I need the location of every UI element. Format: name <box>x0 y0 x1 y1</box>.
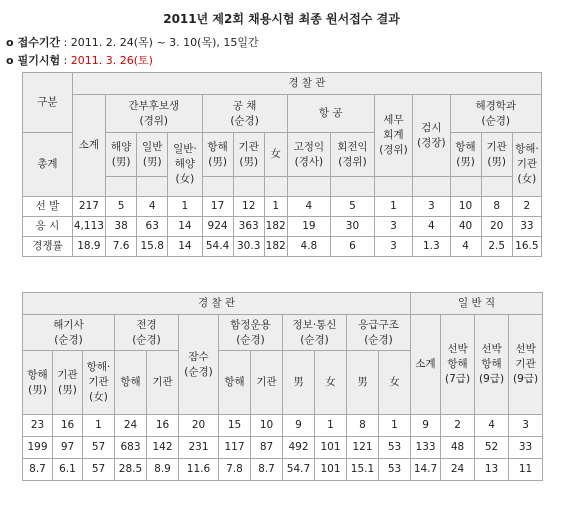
group-marine-dept-header: 해경학과 (순경) <box>450 95 542 133</box>
cell: 4 <box>450 237 481 257</box>
results-table-1 <box>22 72 542 257</box>
row-label: 경쟁률 <box>23 237 73 257</box>
cell: 8.9 <box>147 459 179 481</box>
cell: 18.9 <box>72 237 105 257</box>
cell: 1.3 <box>413 237 450 257</box>
col-header-spacer <box>287 177 331 197</box>
col-header: 항해 (男) <box>23 351 53 415</box>
cell: 5 <box>106 197 137 217</box>
cell: 8 <box>347 415 379 437</box>
cell: 1 <box>264 197 287 217</box>
cell: 10 <box>251 415 283 437</box>
col-header-spacer <box>137 177 168 197</box>
col-header: 항해· 기관 (女) <box>512 133 541 197</box>
cell: 30.3 <box>233 237 264 257</box>
group-ship-nav-7-header: 선박 항해 (7급) <box>441 315 475 415</box>
cell: 182 <box>264 217 287 237</box>
cell: 16 <box>53 415 83 437</box>
subtotal-header: 소계 <box>411 315 441 415</box>
cell: 363 <box>233 217 264 237</box>
col-header-spacer <box>481 177 512 197</box>
cell: 14.7 <box>411 459 441 481</box>
group-diver-header: 잠수 (순경) <box>179 315 219 415</box>
group-officer-header: 해기사 (순경) <box>23 315 115 351</box>
cell: 54.4 <box>202 237 233 257</box>
cell: 2 <box>512 197 541 217</box>
cell: 6.1 <box>53 459 83 481</box>
total-label: 총계 <box>23 133 73 197</box>
group-aviation-header: 항 공 <box>287 95 374 133</box>
cell: 182 <box>264 237 287 257</box>
cell: 10 <box>450 197 481 217</box>
col-header-spacer <box>202 177 233 197</box>
table-row <box>23 237 542 257</box>
col-header: 일반· 해양 (女) <box>168 133 202 197</box>
cell: 924 <box>202 217 233 237</box>
col-header: 항해 (男) <box>450 133 481 177</box>
cell: 5 <box>331 197 375 217</box>
division-header: 구분 <box>23 73 73 133</box>
col-header: 항해 (男) <box>202 133 233 177</box>
cell: 7.8 <box>219 459 251 481</box>
col-header: 항해 <box>219 351 251 415</box>
col-header-spacer <box>331 177 375 197</box>
cell: 17 <box>202 197 233 217</box>
cell: 3 <box>509 415 543 437</box>
group-ship-eng-9-header: 선박 기관 (9급) <box>509 315 543 415</box>
written-exam: o 필기시험 : 2011. 3. 26(토) <box>6 54 153 67</box>
cell: 57 <box>83 459 115 481</box>
col-header: 해양 (男) <box>106 133 137 177</box>
cell: 23 <box>23 415 53 437</box>
col-header: 女 <box>315 351 347 415</box>
cell: 3 <box>374 237 412 257</box>
cell: 15.1 <box>347 459 379 481</box>
cell: 52 <box>475 437 509 459</box>
col-header: 男 <box>283 351 315 415</box>
cell: 121 <box>347 437 379 459</box>
cell: 87 <box>251 437 283 459</box>
cell: 30 <box>331 217 375 237</box>
cell: 492 <box>283 437 315 459</box>
cell: 4.8 <box>287 237 331 257</box>
cell: 53 <box>379 459 411 481</box>
police-header: 경 찰 관 <box>72 73 541 95</box>
cell: 133 <box>411 437 441 459</box>
group-open-header: 공 채 (순경) <box>202 95 287 133</box>
cell: 11.6 <box>179 459 219 481</box>
cell: 2.5 <box>481 237 512 257</box>
cell: 683 <box>115 437 147 459</box>
group-conscript-header: 전경 (순경) <box>115 315 179 351</box>
cell: 1 <box>315 415 347 437</box>
col-header: 항해· 기관 (女) <box>83 351 115 415</box>
table-row <box>23 459 543 481</box>
col-header: 男 <box>347 351 379 415</box>
cell: 14 <box>168 217 202 237</box>
application-period: o 접수기간 : 2011. 2. 24(목) ~ 3. 10(목), 15일간 <box>6 36 259 49</box>
col-header: 기관 <box>251 351 283 415</box>
cell: 142 <box>147 437 179 459</box>
cell: 4 <box>475 415 509 437</box>
cell: 1 <box>83 415 115 437</box>
col-header: 기관 (男) <box>53 351 83 415</box>
table-row <box>23 217 542 237</box>
group-cadet-header: 간부후보생 (경위) <box>106 95 203 133</box>
cell: 38 <box>106 217 137 237</box>
cell: 4 <box>287 197 331 217</box>
cell: 24 <box>115 415 147 437</box>
cell: 6 <box>331 237 375 257</box>
col-header: 항해 <box>115 351 147 415</box>
general-header: 일 반 직 <box>411 293 543 315</box>
cell: 16.5 <box>512 237 541 257</box>
cell: 53 <box>379 437 411 459</box>
cell: 231 <box>179 437 219 459</box>
exam-label: 필기시험 <box>17 54 61 67</box>
cell: 2 <box>441 415 475 437</box>
cell: 8.7 <box>251 459 283 481</box>
table-row <box>23 415 543 437</box>
col-header-spacer <box>264 177 287 197</box>
cell: 1 <box>379 415 411 437</box>
cell: 33 <box>509 437 543 459</box>
cell: 8.7 <box>23 459 53 481</box>
cell: 48 <box>441 437 475 459</box>
col-header: 일반 (男) <box>137 133 168 177</box>
table-row <box>23 197 542 217</box>
cell: 15.8 <box>137 237 168 257</box>
cell: 1 <box>168 197 202 217</box>
cell: 63 <box>137 217 168 237</box>
col-header-spacer <box>106 177 137 197</box>
cell: 15 <box>219 415 251 437</box>
cell: 8 <box>481 197 512 217</box>
group-emergency-header: 응급구조 (순경) <box>347 315 411 351</box>
cell: 3 <box>374 217 412 237</box>
cell: 7.6 <box>106 237 137 257</box>
table-row <box>23 437 543 459</box>
cell: 3 <box>413 197 450 217</box>
cell: 33 <box>512 217 541 237</box>
cell: 13 <box>475 459 509 481</box>
cell: 4 <box>413 217 450 237</box>
cell: 28.5 <box>115 459 147 481</box>
period-value: 2011. 2. 24(목) ~ 3. 10(목), 15일간 <box>70 36 259 49</box>
cell: 9 <box>411 415 441 437</box>
cell: 54.7 <box>283 459 315 481</box>
period-label: 접수기간 <box>17 36 61 49</box>
col-header: 기관 <box>147 351 179 415</box>
cell: 117 <box>219 437 251 459</box>
cell: 20 <box>481 217 512 237</box>
group-autopsy-header: 검시 (경장) <box>413 95 450 177</box>
group-ship-nav-9-header: 선박 항해 (9급) <box>475 315 509 415</box>
cell: 20 <box>179 415 219 437</box>
group-ship-ops-header: 함정운용 (순경) <box>219 315 283 351</box>
col-header: 女 <box>379 351 411 415</box>
police-header: 경 찰 관 <box>23 293 411 315</box>
col-header: 女 <box>264 133 287 177</box>
row-label: 응 시 <box>23 217 73 237</box>
cell: 4 <box>137 197 168 217</box>
cell: 199 <box>23 437 53 459</box>
col-header: 기관 (男) <box>233 133 264 177</box>
col-header-spacer <box>233 177 264 197</box>
row-label: 선 발 <box>23 197 73 217</box>
bullet-icon: o <box>6 36 14 49</box>
cell: 97 <box>53 437 83 459</box>
col-header: 기관 (男) <box>481 133 512 177</box>
cell: 101 <box>315 437 347 459</box>
cell: 1 <box>374 197 412 217</box>
bullet-icon: o <box>6 54 14 67</box>
cell: 24 <box>441 459 475 481</box>
col-header-spacer <box>374 177 412 197</box>
cell: 57 <box>83 437 115 459</box>
cell: 217 <box>72 197 105 217</box>
cell: 40 <box>450 217 481 237</box>
col-header: 고정익 (경사) <box>287 133 331 177</box>
cell: 9 <box>283 415 315 437</box>
page-title: 2011년 제2회 채용시험 최종 원서접수 결과 <box>163 12 400 26</box>
cell: 101 <box>315 459 347 481</box>
exam-value: 2011. 3. 26(토) <box>70 54 153 67</box>
cell: 19 <box>287 217 331 237</box>
cell: 14 <box>168 237 202 257</box>
cell: 12 <box>233 197 264 217</box>
group-tax-header: 세무 회계 (경위) <box>374 95 412 177</box>
cell: 16 <box>147 415 179 437</box>
col-header-spacer <box>413 177 450 197</box>
subtotal-header: 소계 <box>72 95 105 197</box>
results-table-2 <box>22 292 543 481</box>
col-header: 회전익 (경위) <box>331 133 375 177</box>
group-info-comm-header: 정보·통신 (순경) <box>283 315 347 351</box>
cell: 11 <box>509 459 543 481</box>
col-header-spacer <box>450 177 481 197</box>
cell: 4,113 <box>72 217 105 237</box>
